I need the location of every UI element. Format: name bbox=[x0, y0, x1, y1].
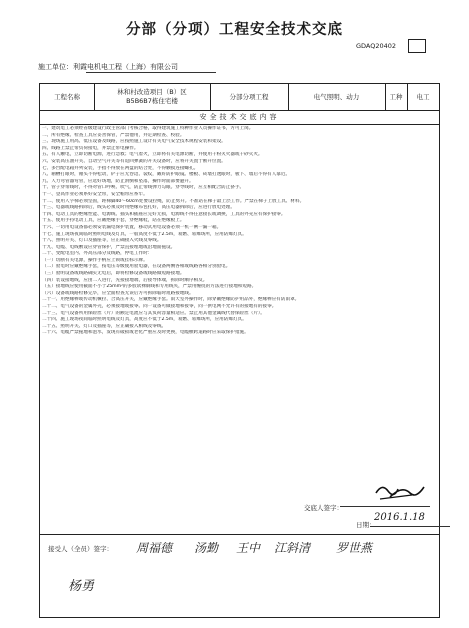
receivers-row bbox=[40, 534, 439, 618]
disclosure-line: 二十二、电气设备的金属外壳，必须接地或接零。同一设备可做接地和接零，同一供电网不允许有的接地有的接零。 bbox=[42, 304, 277, 310]
disclosure-line: （四）装设接地线，应由二人进行，先接接地端，后接导体端，拆除时顺序相反。 bbox=[42, 277, 208, 283]
disclosure-line: 四、线路上禁止带负荷接电，并禁止带电操作。 bbox=[42, 145, 139, 151]
disclosure-line: 五、有人触电，立即切断电源，进行急救；电气着火，立即将有关电源切断，并使用干粉灭火器或干砂灭火。 bbox=[42, 152, 263, 158]
disclosure-line: 九、人力弯管器弯管，应选好场地，防止滑倒和坠落，操作时面部要避开。 bbox=[42, 178, 194, 184]
subproject-value: 电气照明、动力 bbox=[313, 92, 360, 101]
unit-underline bbox=[86, 72, 216, 73]
document-code: GDAQ20402 bbox=[356, 42, 397, 50]
disclosure-line: （五）接地线应使用截面不小于25mm²的多股软裸铜线和专用线夹，严禁用缠绕的方法进行接地和短路。 bbox=[42, 284, 257, 290]
date-label: 日期： bbox=[356, 521, 376, 529]
disclosure-line: 十五、使用手持电动工具，应戴绝缘手套，穿绝缘鞋，站在绝缘板上。 bbox=[42, 218, 185, 224]
subproject-value-cell bbox=[288, 84, 386, 110]
disclosure-line: 二十五、照明开关、灯口及插座等，应正确接入相线及零线。 bbox=[42, 323, 167, 329]
disclosure-line: 十二、使用人字梯必须坚固，距梯脚40～60cm处要设拉绳，防止劈开。不准站在梯子最上层工作。严禁在梯子上放工具、材料。 bbox=[42, 198, 305, 204]
discloser-sign-label: 交底人签字： bbox=[304, 504, 343, 512]
header-row bbox=[40, 84, 439, 111]
disclosure-line: 十四、电动工具的绝缘性能、电源线、插头和插座应完好无损，电源线不得任意接长或调换，工具的外壳应有保护接零。 bbox=[42, 211, 286, 217]
project-value-line2: B5B6B7栋住宅楼 bbox=[126, 97, 178, 105]
disclosure-line: （三）验明设备或线路确实无电后，即将检修设备或线路做短路接地。 bbox=[42, 271, 185, 277]
disclosure-line: （六）设备或线路检修完毕，应全面检查无误后方可拆除临时短路接地线。 bbox=[42, 290, 194, 296]
disclosure-line: （一）切断有关电源，操作手柄应上锁或挂标示牌。 bbox=[42, 257, 148, 263]
construction-unit bbox=[38, 62, 178, 72]
disclosure-table bbox=[39, 83, 440, 618]
receiver-signature: 杨勇 bbox=[68, 579, 95, 594]
disclosure-line: 二十三、电气设备所用保险丝（片）的额定电流应与其负荷容量相适应。禁止用其他金属线代替保险丝（片）。 bbox=[42, 310, 265, 316]
receiver-signature: 周福德 bbox=[136, 541, 173, 555]
trade-label: 工种 bbox=[389, 92, 403, 101]
disclosure-line: 十八、照明开关、灯口及插座等，应正确接入火线及零线。 bbox=[42, 238, 162, 244]
trade-label-cell bbox=[385, 84, 408, 110]
disclosure-line: 二十一、用绝缘棒或传动机械拉、合高压开关，应戴绝缘手套。雨天室外操作时，除穿戴绝缘防护用品外，绝缘棒应有防雨罩。 bbox=[42, 297, 300, 303]
disclosure-line: 十、管子穿带线时，不得对管口呼唤、吹气，防止带线弹力勾眼。穿导线时，应互相配合防止挤手。 bbox=[42, 185, 245, 191]
subproject-label-cell bbox=[210, 84, 289, 110]
project-label-cell bbox=[40, 84, 95, 110]
receiver-signature: 江斜清 bbox=[274, 541, 311, 555]
document-title: 分部（分项）工程安全技术交底 bbox=[126, 22, 343, 38]
sign-underline bbox=[340, 506, 430, 507]
date-value: 2016.1.18 bbox=[374, 512, 425, 523]
disclosure-line: 十一、登高作业必须系好安全带，安全帽带应系牢。 bbox=[42, 191, 148, 197]
project-value-line1: 林和村改造项目（B）区 bbox=[117, 88, 187, 96]
receiver-signature: 王中 bbox=[236, 541, 261, 555]
disclosure-line: （二）验电时应戴绝缘手套，按电压等级使用验电器，在设备两侧各相或线路各相分别验电。 bbox=[42, 264, 231, 270]
code-box bbox=[408, 39, 426, 53]
project-value-cell bbox=[94, 84, 211, 110]
disclosure-line: 八、剔槽打眼时，锤头不得松动，铲子应无卷边、裂纹，戴好防护眼镜。楼板、砖墙打透眼时，板下、墙后不得有人靠近。 bbox=[42, 172, 291, 178]
disclosure-line: 十七、施工现场夜间临时照明电线及灯具，一般高度不低于2.5m，易燃、易爆场所，应用防爆灯具。 bbox=[42, 231, 247, 237]
date-underline bbox=[370, 526, 450, 527]
receivers-label: 接受人（全员）签字： bbox=[48, 545, 113, 553]
trade-value-cell bbox=[407, 84, 439, 110]
unit-value: 利霞电机电工程（上海）有限公司 bbox=[73, 63, 178, 71]
receiver-signature: 罗世燕 bbox=[336, 541, 373, 555]
disclosure-line: 二、所有绝缘、检查工具应妥善保管，严禁他用，并定期检查、校验。 bbox=[42, 132, 185, 138]
unit-label: 施工单位： bbox=[38, 63, 73, 71]
disclosure-line: 一、建筑电工必须经省级建设行政主管部门考核合格，取得建筑施工特种作业人员操作证书，方可上岗。 bbox=[42, 126, 254, 131]
trade-value: 电工 bbox=[416, 92, 430, 101]
disclosure-line: 十三、电器或线路拆除后，线头必须及时用绝缘布包扎好，高压电器拆除后，应进行放电处理。 bbox=[42, 205, 235, 211]
disclosure-line: 三、现场施工用高、低压设备及线路，应按照施工设计有关电气安全技术规程安装和架设。 bbox=[42, 139, 226, 145]
disclosure-line: 二十四、施工现场夜间临时照明电线及灯具，高度应不低于2.5m，易燃、易爆场所，应用防爆灯具。 bbox=[42, 317, 247, 323]
disclosure-line: 十九、电缆、电线敷设应穿管保护，严禁直接埋地或沿地面拖设。 bbox=[42, 244, 176, 250]
project-label: 工程名称 bbox=[54, 92, 80, 101]
disclosure-line: 十六、一切用电设备都必须安装漏电保护装置，移动式用电设备必须一机一闸一漏一箱。 bbox=[42, 224, 222, 230]
receiver-signature: 汤勤 bbox=[194, 541, 219, 555]
disclosure-heading: 安全技术交底内容 bbox=[40, 110, 439, 125]
disclosure-content bbox=[42, 126, 437, 337]
disclosure-line: 二十六、电缆严禁拖地和泡水，发现有破损或老化严重应及时更换，电缆横跨道路时应采取保护措施。 bbox=[42, 330, 249, 336]
subproject-label: 分部分项工程 bbox=[229, 92, 269, 101]
disclosure-line: 六、安装高压油开关、自动空气开关等有返回弹簧的开关设备时，应将开关置于断开位置。 bbox=[42, 158, 226, 164]
disclosure-line: 七、多台配电箱并列安装，手指不得放在两盘的结合处，不得触摸连接螺孔。 bbox=[42, 165, 199, 171]
disclosure-line: 二十、变配电室内、外高压部分及线路，停电工作时： bbox=[42, 251, 153, 257]
handwritten-signature bbox=[372, 479, 432, 509]
